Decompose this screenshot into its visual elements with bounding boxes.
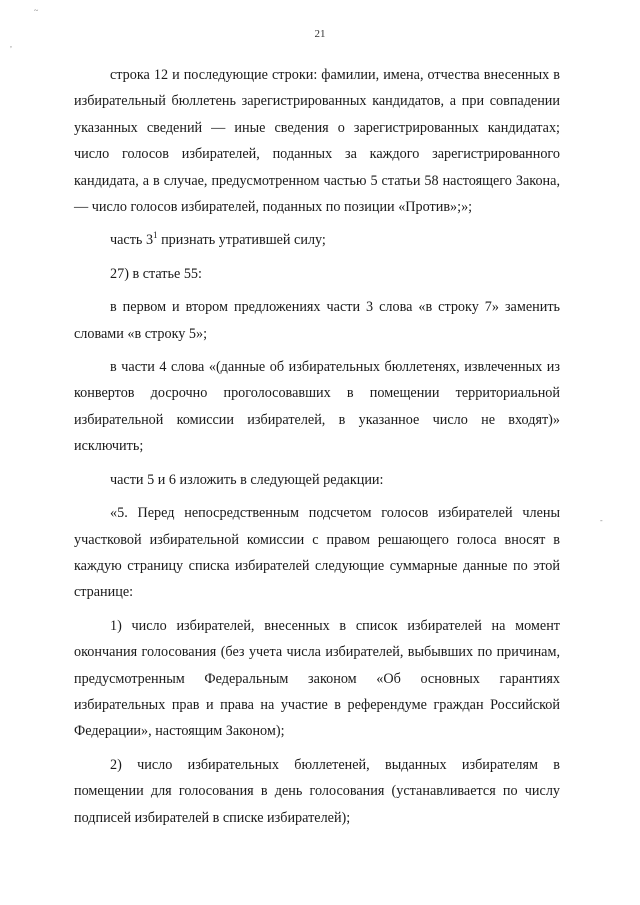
scan-mark: ~ — [34, 6, 39, 15]
paragraph: «5. Перед непосредственным подсчетом голосов избирателей члены участковой избирательной комиссии с правом решающего голоса вносят в каждую страницу списка избирателей следующие суммарные данные по этой странице: — [74, 505, 560, 601]
scan-mark: , — [10, 40, 12, 49]
scan-mark: - — [600, 516, 603, 525]
paragraph: 27) в статье 55: — [110, 265, 202, 282]
page-number: 21 — [314, 28, 326, 40]
paragraph-part3-repeal: часть $3^1$ признать утратившей силу; — [110, 230, 326, 249]
paragraph: строка 12 и последующие строки: фамилии, имена, отчества внесенных в избирательный бюллетень зарегистрированных кандидатов, а при совпадении указанных сведений — иные сведения о зарегистрированных кандидатах; число голосов избирателей, поданных за каждого зарегистрированного кандидата, а в случае, предусмотренном частью 5 статьи 58 настоящего Закона, — число голосов избирателей, поданных по позиции «Против»;»; — [74, 67, 560, 216]
paragraph: в части 4 слова «(данные об избирательных бюллетенях, извлеченных из конвертов досрочно проголосовавших в помещении территориальной избирательной комиссии избирателей, в указанное число не входят)» исключить; — [74, 359, 560, 455]
paragraph: 2) число избирательных бюллетеней, выданных избирателям в помещении для голосования в день голосования (устанавливается по числу подписей избирателей в списке избирателей); — [74, 756, 560, 826]
paragraph: части 5 и 6 изложить в следующей редакции: — [110, 471, 384, 488]
document-body — [74, 62, 560, 831]
paragraph: в первом и втором предложениях части 3 слова «в строку 7» заменить словами «в строку 5»; — [74, 299, 560, 342]
paragraph: 1) число избирателей, внесенных в список избирателей на момент окончания голосования (без учета числа избирателей, выбывших по причинам, предусмотренным Федеральным законом «Об основных гарантиях избирательных прав и права на участие в референдуме граждан Российской Федерации», настоящим Законом); — [74, 617, 560, 740]
